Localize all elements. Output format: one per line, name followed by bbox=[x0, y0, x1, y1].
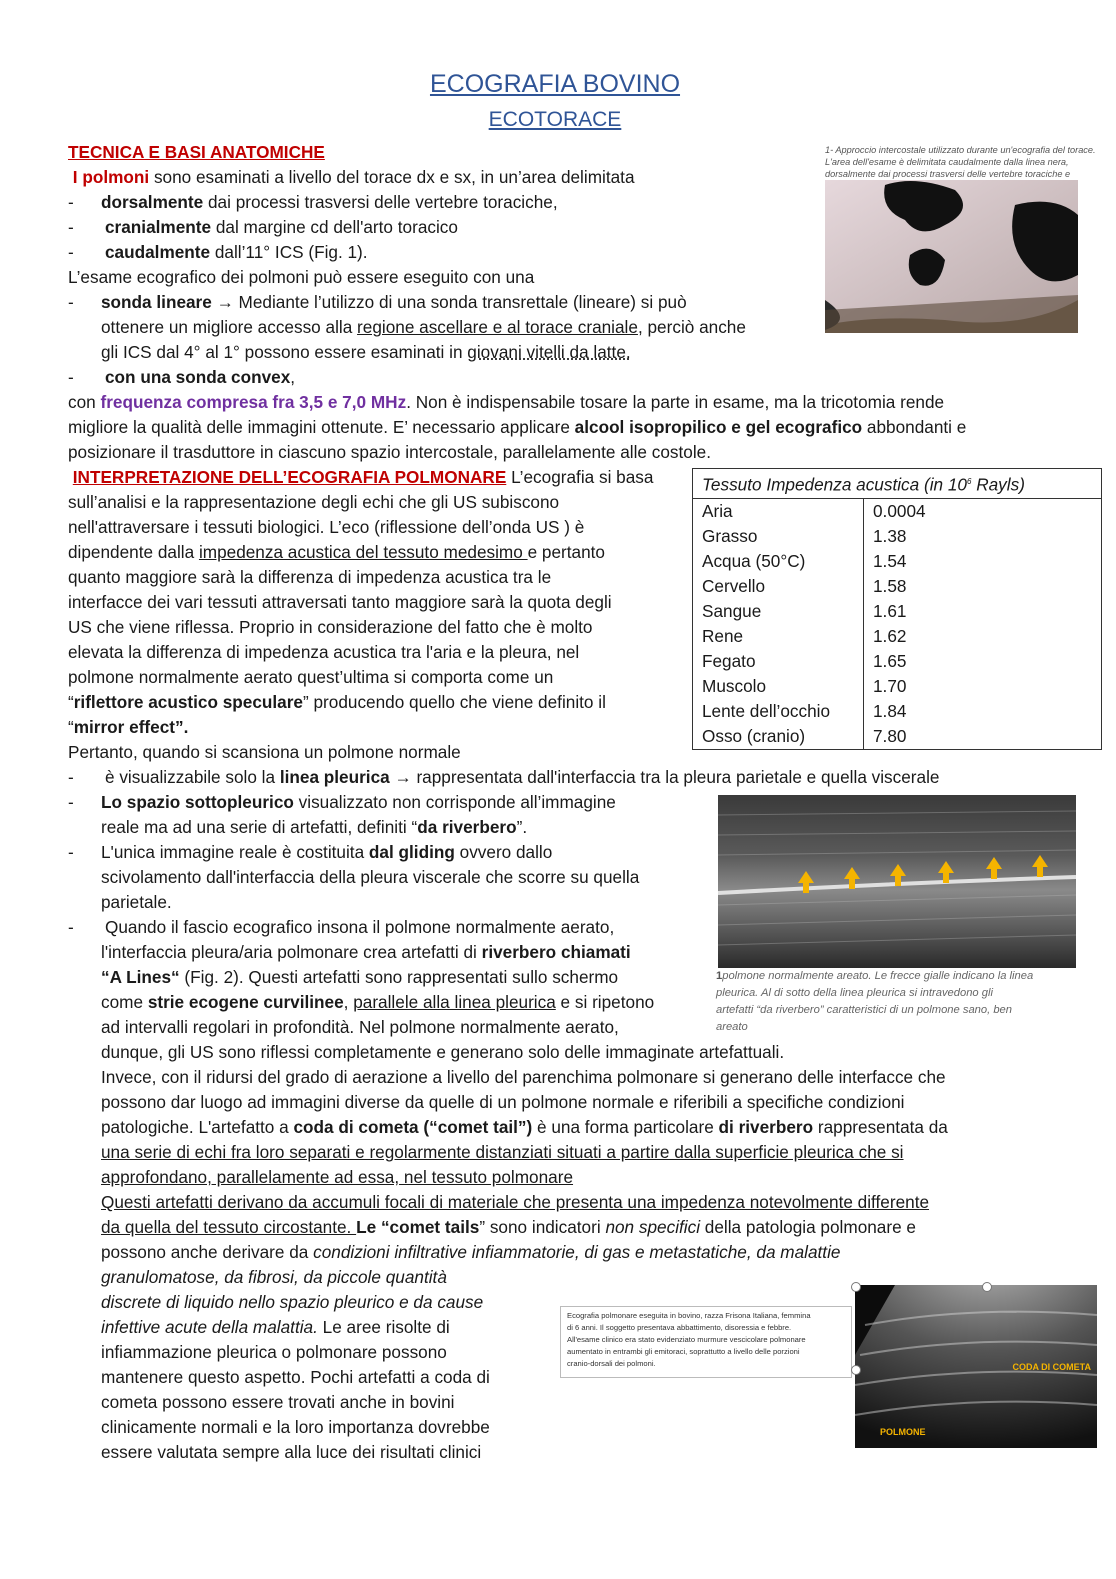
text-line: sull’analisi e la rappresentazione degli echi che gli US subiscono bbox=[68, 492, 560, 512]
figure1-caption: 1- Approccio intercostale utilizzato durante un'ecografia del torace. L'area dell'esame è delimitata caudalmente dalla linea nera, dorsalmente dai processi trasversi delle vertebre toraciche e bbox=[825, 145, 1096, 179]
text-line: possono anche derivare da condizioni infiltrative infiammatorie, di gas e metastatiche, da malattie bbox=[101, 1242, 841, 1262]
text-line: una serie di echi fra loro separati e regolarmente distanziati situati a partire dalla superficie pleurica che si bbox=[101, 1142, 904, 1162]
tissue-cell: Muscolo bbox=[693, 674, 864, 699]
impedance-cell: 0.0004 bbox=[864, 498, 1102, 524]
text-line: patologiche. L'artefatto a coda di cometa (“comet tail”) è una forma particolare di riverbero rappresentata da bbox=[101, 1117, 948, 1137]
table-row bbox=[693, 674, 1102, 699]
bullet-dash: - bbox=[68, 842, 74, 862]
text-line: reale ma ad una serie di artefatti, definiti “da riverbero”. bbox=[101, 817, 528, 837]
list-item: L'unica immagine reale è costituita dal gliding ovvero dallo bbox=[101, 842, 553, 862]
section-heading-tecnica: TECNICA E BASI ANATOMICHE bbox=[68, 142, 325, 162]
bullet-dash: - bbox=[68, 917, 74, 937]
table-header: Tessuto Impedenza acustica (in $10^6$ Rayls) bbox=[693, 469, 1102, 499]
text-line: I polmoni sono esaminati a livello del torace dx e sx, in un’area delimitata bbox=[72, 167, 635, 187]
impedance-cell: 1.62 bbox=[864, 624, 1102, 649]
text-line: nell'attraversare i tessuti biologici. L’eco (riflessione dell’onda US ) è bbox=[68, 517, 585, 537]
figure1-cow-photo bbox=[825, 180, 1078, 333]
tissue-cell: Cervello bbox=[693, 574, 864, 599]
text-line: posizionare il trasduttore in ciascuno spazio intercostale, parallelamente alle costole. bbox=[68, 442, 711, 462]
tissue-cell: Acqua (50°C) bbox=[693, 549, 864, 574]
text-line: essere valutata sempre alla luce dei risultati clinici bbox=[101, 1442, 482, 1462]
resize-handle[interactable] bbox=[851, 1365, 861, 1375]
tissue-cell: Lente dell’occhio bbox=[693, 699, 864, 724]
text-line: “mirror effect”. bbox=[68, 717, 189, 737]
text-line: gli ICS dal 4° al 1° possono essere esaminati in giovani vitelli da latte. bbox=[101, 342, 631, 362]
text-line: migliore la qualità delle immagini ottenute. E’ necessario applicare alcool isopropilico e gel ecografico abbondanti e bbox=[68, 417, 967, 437]
figure2-caption: 1polmone normalmente areato. Le frecce gialle indicano la linea pleurica. Al di sotto della linea pleurica si intravedono gli artefatti “da riverbero” caratteristici di un polmone sano, ben areato bbox=[716, 970, 1034, 1033]
tissue-cell: Fegato bbox=[693, 649, 864, 674]
list-item: cranialmente dal margine cd dell'arto toracico bbox=[105, 217, 458, 237]
impedance-cell: 1.61 bbox=[864, 599, 1102, 624]
list-item: caudalmente dall’11° ICS (Fig. 1). bbox=[105, 242, 368, 262]
impedance-cell: 1.70 bbox=[864, 674, 1102, 699]
text-line: clinicamente normali e la loro importanza dovrebbe bbox=[101, 1417, 490, 1437]
section-heading-interpretazione: INTERPRETAZIONE DELL’ECOGRAFIA POLMONARE L’ecografia si basa bbox=[72, 467, 654, 487]
impedance-table bbox=[692, 468, 1102, 750]
text-line: scivolamento dall'interfaccia della pleura viscerale che scorre su quella bbox=[101, 867, 640, 887]
impedance-cell: 1.65 bbox=[864, 649, 1102, 674]
bullet-dash: - bbox=[68, 217, 74, 237]
figure2-ultrasound bbox=[718, 795, 1076, 968]
table-header-row bbox=[693, 469, 1102, 499]
impedance-cell: 1.58 bbox=[864, 574, 1102, 599]
text-line: ad intervalli regolari in profondità. Nel polmone normalmente aerato, bbox=[101, 1017, 619, 1037]
tissue-cell: Osso (cranio) bbox=[693, 724, 864, 750]
text-line: Pertanto, quando si scansiona un polmone normale bbox=[68, 742, 461, 762]
text-line: l'interfaccia pleura/aria polmonare crea artefatti di riverbero chiamati bbox=[101, 942, 631, 962]
text-line: parietale. bbox=[101, 892, 172, 912]
text-line: ottenere un migliore accesso alla regione ascellare e al torace craniale, perciò anche bbox=[101, 317, 746, 337]
list-item: con una sonda convex, bbox=[105, 367, 296, 387]
text-line: “riflettore acustico speculare” producendo quello che viene definito il bbox=[68, 692, 606, 712]
bullet-dash: - bbox=[68, 292, 74, 312]
tissue-cell: Sangue bbox=[693, 599, 864, 624]
table-row bbox=[693, 549, 1102, 574]
text-line: da quella del tessuto circostante. Le “comet tails” sono indicatori non specifici della patologia polmonare e bbox=[101, 1217, 916, 1237]
resize-handle[interactable] bbox=[982, 1282, 992, 1292]
impedance-cell: 1.54 bbox=[864, 549, 1102, 574]
list-item: è visualizzabile solo la linea pleurica → rappresentata dall'interfaccia tra la pleura parietale e quella viscerale bbox=[105, 767, 940, 787]
table-row bbox=[693, 649, 1102, 674]
bullet-dash: - bbox=[68, 767, 74, 787]
bullet-dash: - bbox=[68, 242, 74, 262]
impedance-cell: 1.84 bbox=[864, 699, 1102, 724]
text-line: come strie ecogene curvilinee, parallele alla linea pleurica e si ripetono bbox=[101, 992, 655, 1012]
text-line: infettive acute della malattia. Le aree risolte di bbox=[101, 1317, 450, 1337]
bullet-dash: - bbox=[68, 367, 74, 387]
text-line: possono dar luogo ad immagini diverse da quelle di un polmone normale e riferibili a specifiche condizioni bbox=[101, 1092, 905, 1112]
text-line: quanto maggiore sarà la differenza di impedenza acustica tra le bbox=[68, 567, 552, 587]
table-row bbox=[693, 624, 1102, 649]
bullet-dash: - bbox=[68, 792, 74, 812]
text-line: approfondano, parallelamente ad essa, nel tessuto polmonare bbox=[101, 1167, 574, 1187]
text-line: infiammazione pleurica o polmonare possono bbox=[101, 1342, 447, 1362]
list-item: Quando il fascio ecografico insona il polmone normalmente aerato, bbox=[105, 917, 615, 937]
resize-handle[interactable] bbox=[851, 1282, 861, 1292]
tissue-cell: Rene bbox=[693, 624, 864, 649]
text-line: L’esame ecografico dei polmoni può essere eseguito con una bbox=[68, 267, 535, 287]
text-line: Invece, con il ridursi del grado di aerazione a livello del parenchima polmonare si generano delle interfacce che bbox=[101, 1067, 946, 1087]
figure3-ultrasound bbox=[855, 1285, 1097, 1448]
text-line: Questi artefatti derivano da accumuli focali di materiale che presenta una impedenza notevolmente differente bbox=[101, 1192, 930, 1212]
tissue-cell: Grasso bbox=[693, 524, 864, 549]
text-line: “A Lines“ (Fig. 2). Questi artefatti sono rappresentati sullo schermo bbox=[101, 967, 619, 987]
label-coda-di-cometa: CODA DI COMETA bbox=[1012, 1362, 1091, 1372]
label-polmone: POLMONE bbox=[880, 1427, 926, 1437]
bullet-dash: - bbox=[68, 192, 74, 212]
impedance-cell: 7.80 bbox=[864, 724, 1102, 750]
text-line: US che viene riflessa. Proprio in considerazione del fatto che è molto bbox=[68, 617, 593, 637]
text-line: discrete di liquido nello spazio pleurico e da cause bbox=[101, 1292, 484, 1312]
page-subtitle: ECOTORACE bbox=[488, 108, 622, 131]
table-row bbox=[693, 524, 1102, 549]
text-line: con frequenza compresa fra 3,5 e 7,0 MHz. Non è indispensabile tosare la parte in esame, ma la tricotomia rende bbox=[68, 392, 945, 412]
text-line: cometa possono essere trovati anche in bovini bbox=[101, 1392, 455, 1412]
table-row bbox=[693, 599, 1102, 624]
text-line: mantenere questo aspetto. Pochi artefatti a coda di bbox=[101, 1367, 490, 1387]
list-item: dorsalmente dai processi trasversi delle vertebre toraciche, bbox=[101, 192, 558, 212]
text-line: interfacce dei vari tessuti attraversati tanto maggiore sarà la quota degli bbox=[68, 592, 612, 612]
text-line: polmone normalmente aerato quest’ultima si comporta come un bbox=[68, 667, 554, 687]
table-row bbox=[693, 699, 1102, 724]
table-row bbox=[693, 498, 1102, 524]
table-row bbox=[693, 724, 1102, 750]
page-title: ECOGRAFIA BOVINO bbox=[429, 70, 681, 98]
text-line: elevata la differenza di impedenza acustica tra l'aria e la pleura, nel bbox=[68, 642, 580, 662]
list-item: Lo spazio sottopleurico visualizzato non corrisponde all’immagine bbox=[101, 792, 616, 812]
text-line: granulomatose, da fibrosi, da piccole quantità bbox=[101, 1267, 447, 1287]
text-line: dunque, gli US sono riflessi completamente e generano solo delle immaginate artefattuali. bbox=[101, 1042, 785, 1062]
figure3-caption: Ecografia polmonare eseguita in bovino, razza Frisona Italiana, femmina di 6 anni. Il soggetto presentava abbattimento, disoressia e febbre. All'esame clinico era stato evidenziato murmure vescicolare polmonare aumentato in entrambi gli emitoraci, soprattutto a livello delle porzioni cranio-dorsali dei polmoni. bbox=[560, 1306, 852, 1378]
list-item: sonda lineare → Mediante l’utilizzo di una sonda transrettale (lineare) si può bbox=[101, 292, 687, 312]
table-row bbox=[693, 574, 1102, 599]
text-line: dipendente dalla impedenza acustica del tessuto medesimo e pertanto bbox=[68, 542, 605, 562]
impedance-cell: 1.38 bbox=[864, 524, 1102, 549]
tissue-cell: Aria bbox=[693, 498, 864, 524]
